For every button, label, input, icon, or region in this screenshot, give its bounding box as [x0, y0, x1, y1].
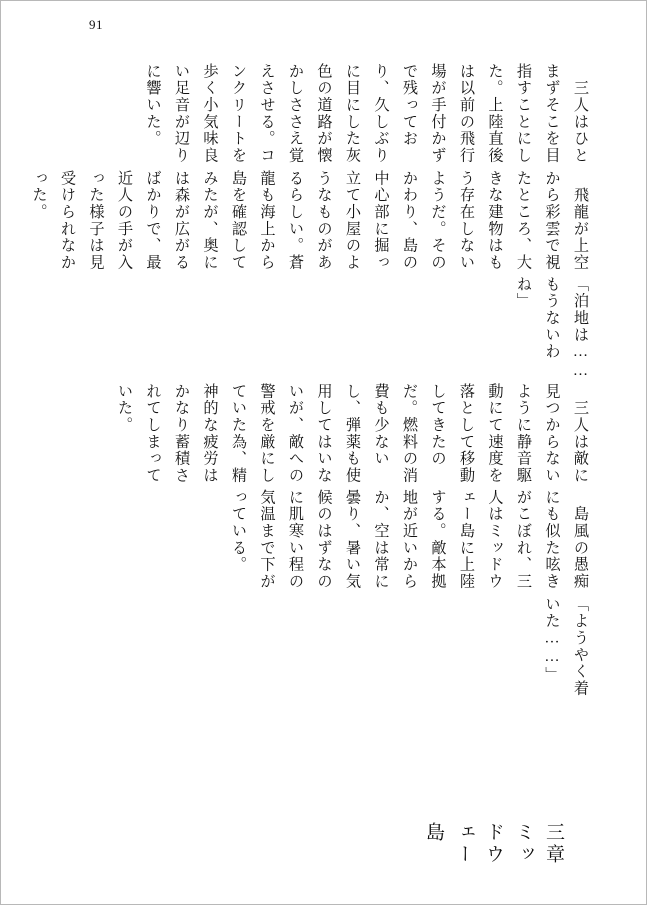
page-number: 91	[89, 17, 103, 32]
text-column: 「泊地は……もうないわね」	[515, 276, 589, 381]
chapter-title: 三章 ミッドウェー島	[423, 822, 564, 888]
text-column: 飛龍が上空から彩雲で視たところ、大きな建物はもう存在しないようだ。そのかわり、島の中心部に掘っ立て小屋のようなものがあるらしい。蒼龍も海上から島を確認してみたが、奥には森が広がるばかりで、最近人の手が入った様子は見受けられなかった。	[30, 169, 589, 271]
vertical-text-body	[30, 63, 594, 888]
text-column: 三人はひとまずそこを目指すことにした。上陸直後は以前の飛行場が手付かずで残っており、久しぶりに目にした灰色の道路が懐かしささえ覚えさせる。コンクリートを歩く小気味良い足音が辺りに響いた。	[144, 63, 589, 164]
text-column: 島風の愚痴にも似た呟きがこぼれ、三人はミッドウェー島に上陸する。敵本拠地が近いからか、空は常に曇り、暑い気候のはずなのに肌寒い程の気温まで下がっている。	[230, 489, 589, 590]
text-column: 「ようやく着いた……」	[543, 595, 589, 697]
text-column: 三人は敵に見つからないように静音駆動にて速度を落として移動してきたのだ。燃料の消費も少ないし、弾薬も使用してはいないが、敵への警戒を厳にしていた為、精神的な疲労はかなり蓄積されてしまっていた。	[116, 382, 589, 484]
